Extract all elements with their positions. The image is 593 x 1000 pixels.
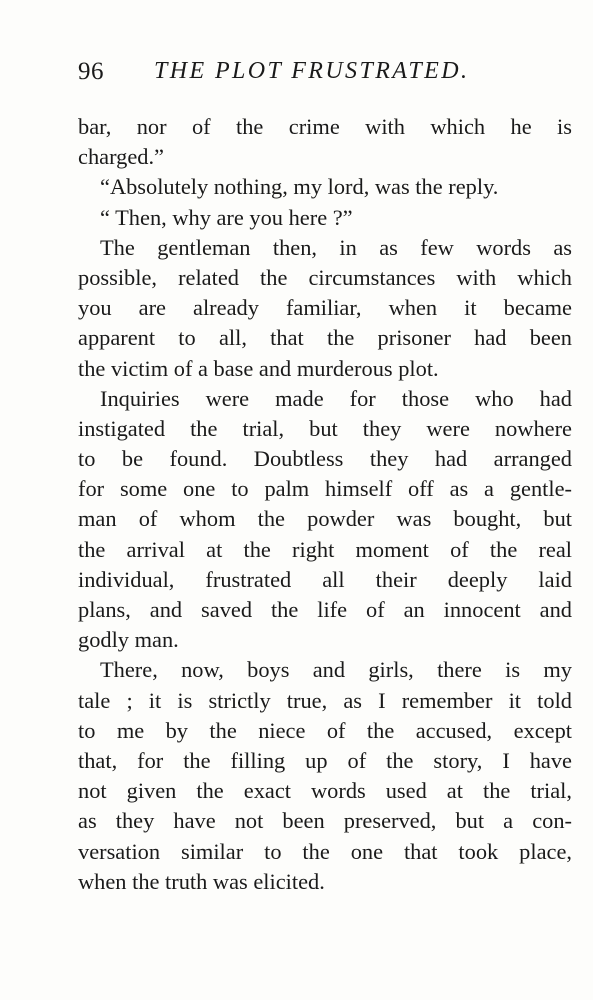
text-line: instigated the trial, but they were nowhere: [78, 415, 572, 441]
running-head: [78, 58, 518, 88]
text-line: “ Then, why are you here ?”: [100, 204, 353, 230]
text-line: tale ; it is strictly true, as I remember it told: [78, 687, 572, 713]
text-line: There, now, boys and girls, there is my: [100, 657, 572, 683]
text-line: possible, related the circumstances with which: [78, 264, 572, 290]
text-line: man of whom the powder was bought, but: [78, 506, 572, 532]
text-line: The gentleman then, in as few words as: [100, 234, 572, 260]
text-line: godly man.: [78, 627, 179, 653]
text-line: to be found. Doubtless they had arranged: [78, 446, 572, 472]
text-line: bar, nor of the crime with which he is: [78, 114, 572, 139]
text-line: you are already familiar, when it became: [78, 295, 572, 321]
text-line: “Absolutely nothing, my lord, was the reply.: [100, 174, 499, 200]
text-line: plans, and saved the life of an innocent and: [78, 597, 572, 622]
page-number: 96: [78, 58, 104, 85]
text-line: that, for the filling up of the story, I have: [78, 747, 572, 773]
text-line: the victim of a base and murderous plot.: [78, 355, 439, 381]
text-line: charged.”: [78, 144, 164, 170]
text-line: to me by the niece of the accused, except: [78, 717, 572, 743]
text-line: for some one to palm himself off as a gentle-: [78, 476, 572, 502]
running-title: THE PLOT FRUSTRATED.: [154, 58, 470, 84]
text-line: apparent to all, that the prisoner had been: [78, 325, 572, 351]
text-line: not given the exact words used at the trial,: [78, 778, 572, 804]
text-line: the arrival at the right moment of the real: [78, 536, 572, 562]
text-line: versation similar to the one that took place,: [78, 838, 572, 864]
text-line: individual, frustrated all their deeply laid: [78, 566, 572, 592]
text-line: as they have not been preserved, but a con-: [78, 808, 572, 834]
text-line: Inquiries were made for those who had: [100, 385, 572, 411]
body-text: [78, 112, 572, 897]
text-line: when the truth was elicited.: [78, 868, 325, 894]
